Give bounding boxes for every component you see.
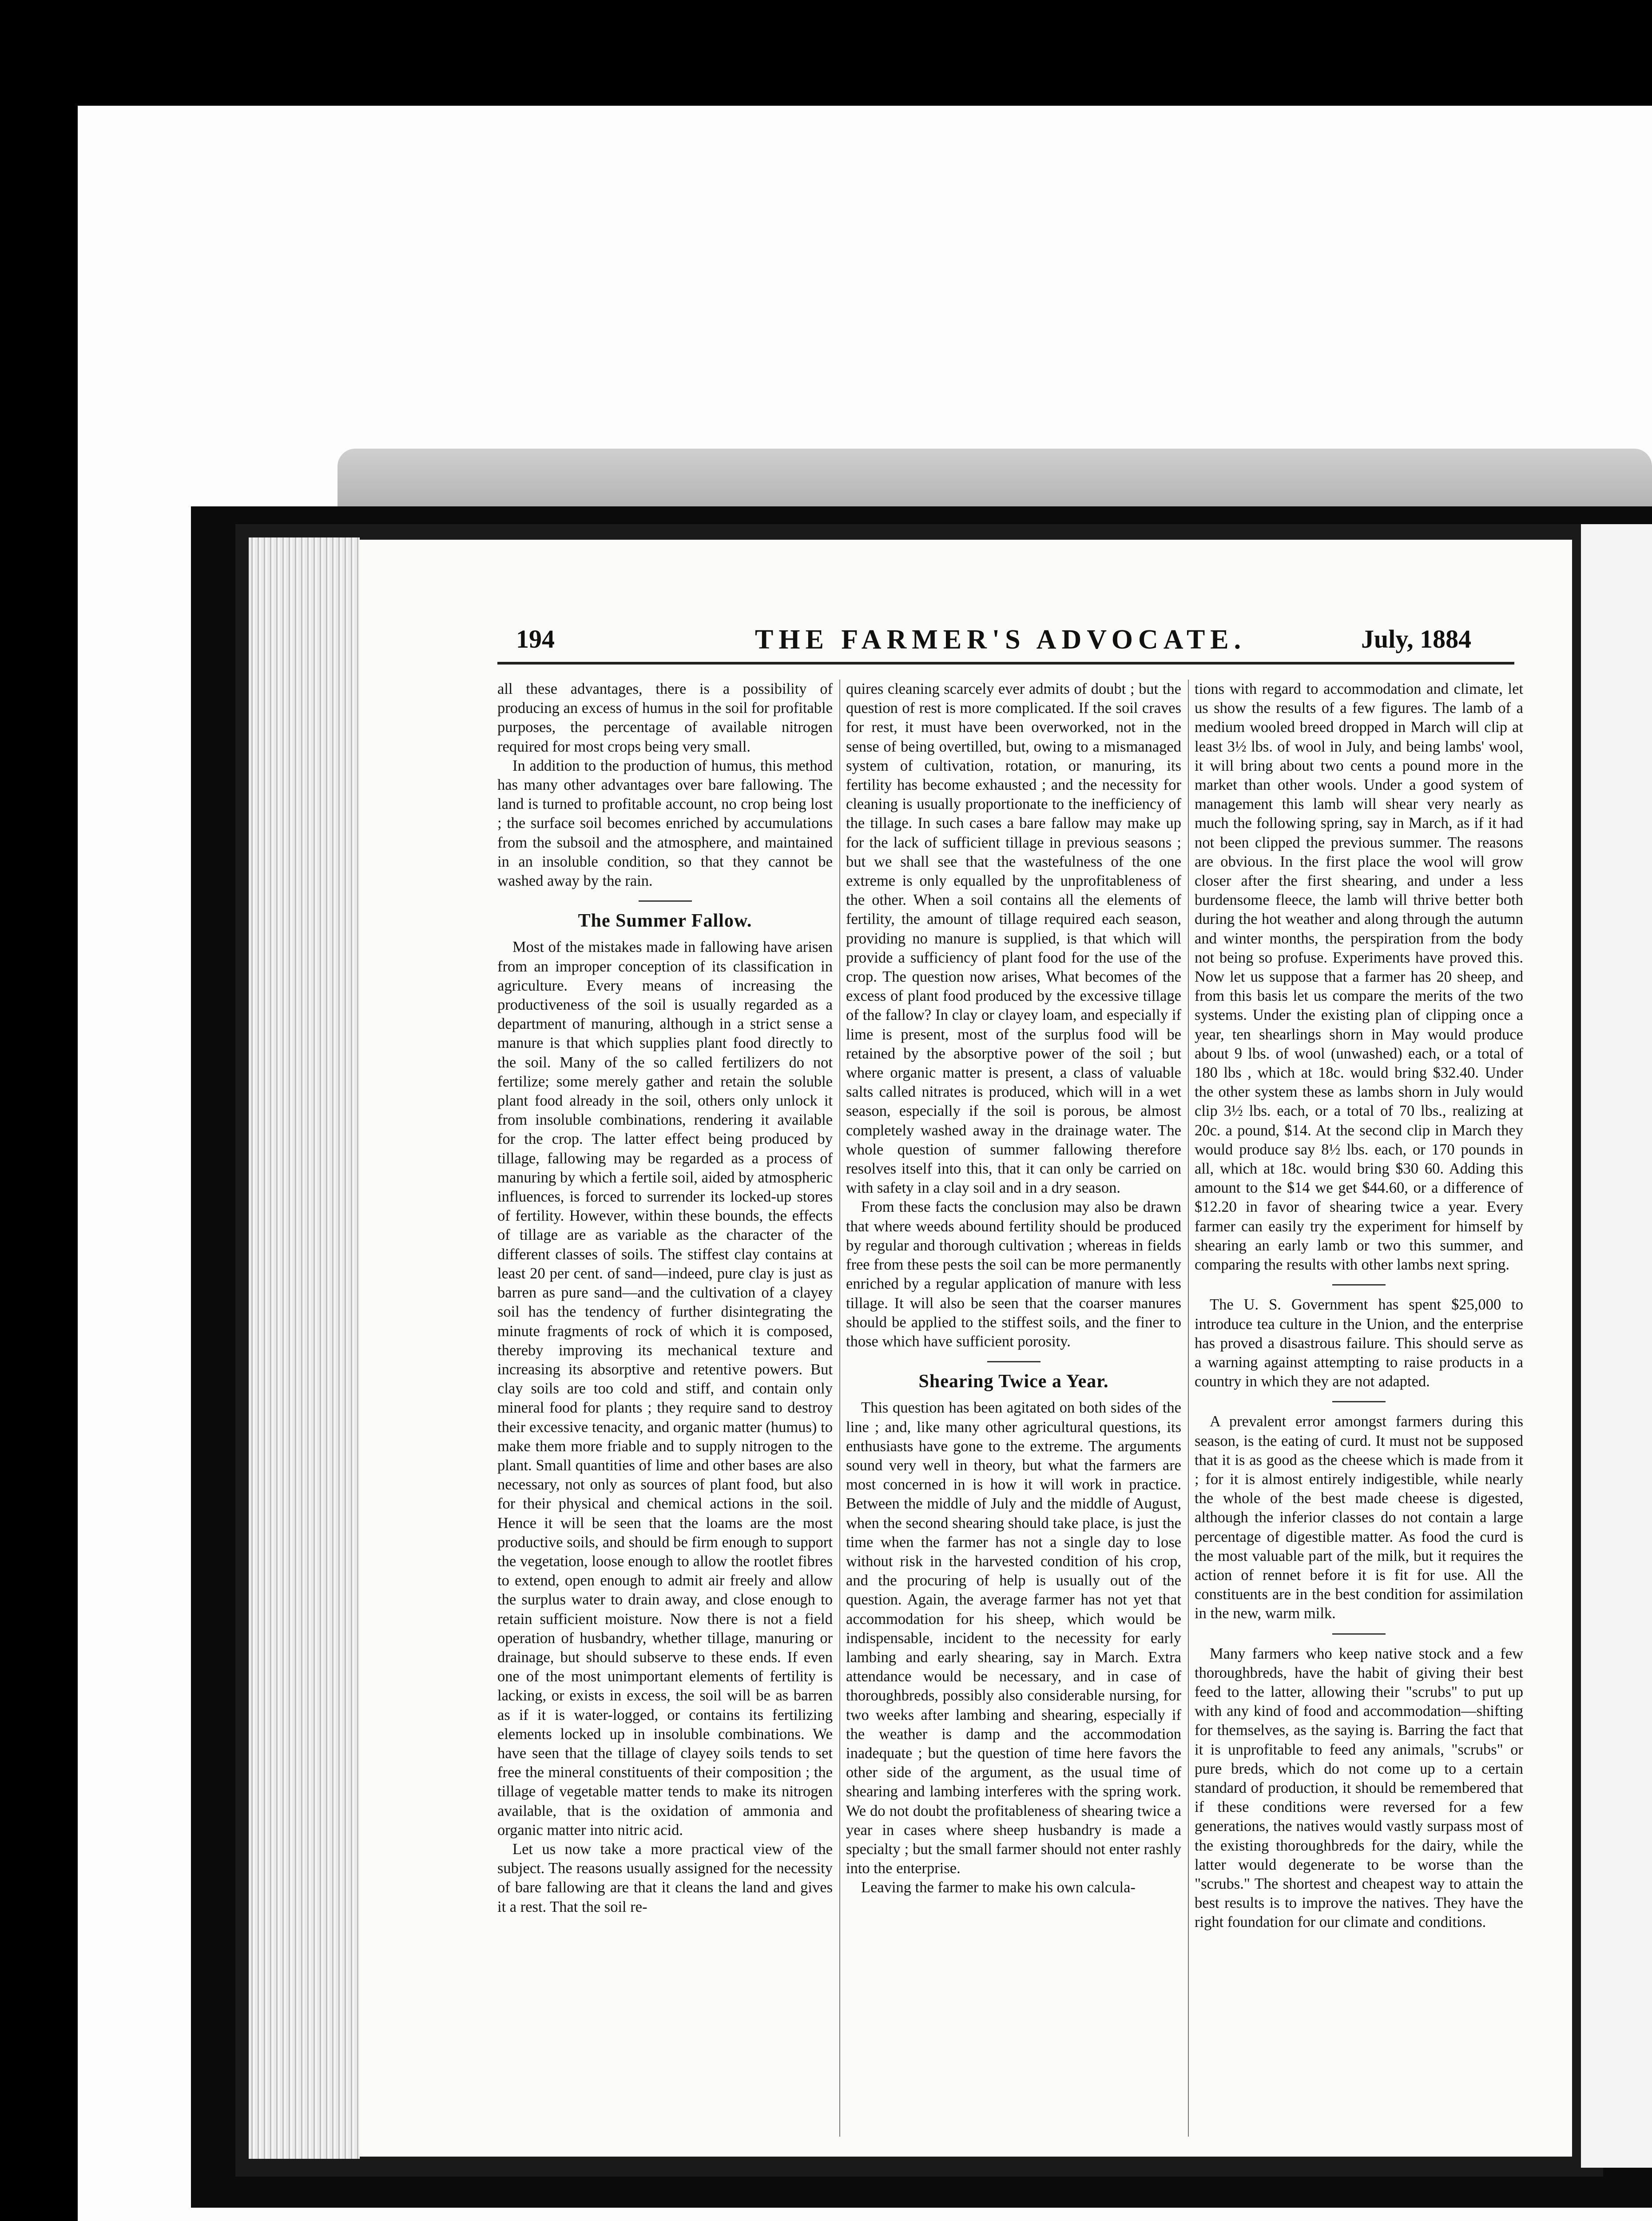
- column-2: [846, 680, 1181, 2145]
- paragraph: all these advantages, there is a possibility of producing an excess of humus in the soil for profitable purposes, the percentage of available nitrogen required for most crops being very small.: [497, 681, 833, 755]
- facing-page-edge: [1581, 524, 1652, 2168]
- column-divider: [1188, 680, 1189, 2137]
- section-separator: [1332, 1633, 1386, 1635]
- article-heading: The Summer Fallow.: [578, 911, 752, 931]
- section-separator: [639, 900, 692, 902]
- page-edges: [249, 537, 360, 2159]
- section-separator: [987, 1361, 1040, 1362]
- paragraph: Most of the mistakes made in fallowing have arisen from an improper conception of its classification in agriculture. Every means of increasing the productiveness of the soil is usually regarded as a department of manuring, although in a strict sense a manure is that which supplies plant food directly to the soil. Many of the so called fertilizers do not fertilize; some merely gather and retain the soluble plant food already in the soil, others only unlock it from insoluble combinations, rendering it available for the crop. The latter effect being produced by tillage, fallowing may be regarded as a process of manuring by which a fertile soil, aided by atmospheric influences, is forced to surrender its locked-up stores of fertility. However, within these bounds, the effects of tillage are as variable as the character of the different classes of soils. The stiffest clay contains at least 20 per cent. of sand—indeed, pure clay is just as barren as pure sand—and the cultivation of a clayey soil has the tendency of further disintegrating the minute fragments of rock of which it is composed, thereby improving its mechanical texture and increasing its absorptive and retentive powers. But clay soils are too cold and stiff, and contain only mineral food for plants ; they require sand to destroy their excessive tenacity, and organic matter (humus) to make them more friable and to supply nitrogen to the plant. Small quantities of lime and other bases are also necessary, not only as sources of plant food, but also for their physical and chemical actions in the soil. Hence it will be seen that the loams are the most productive soils, and should be firm enough to support the vegetation, loose enough to allow the rootlet fibres to extend, open enough to admit air freely and allow the surplus water to drain away, and close enough to retain sufficient moisture. Now there is not a field operation of husbandry, whether tillage, manuring or drainage, but should subserve to these ends. If even one of the most unimportant elements of fertility is lacking, or exists in excess, the soil will be as barren as if it is water-logged, or contains its fertilizing elements locked up in insoluble combinations. We have seen that the tillage of clayey soils tends to set free the mineral constituents of their composition ; the tillage of vegetable matter tends to make its nitrogen available, that is the oxidation of ammonia and organic matter into nitric acid.: [497, 939, 833, 1839]
- column-divider: [839, 680, 840, 2137]
- paragraph: tions with regard to accommodation and climate, let us show the results of a few figures. The lamb of a medium wooled breed dropped in March will clip at least 3½ lbs. of wool in July, and being lambs' wool, it will bring about two cents a pound more in the market than other wools. Under a good system of management this lamb will shear very nearly as much the following spring, say in March, as if it had not been clipped the previous summer. The reasons are obvious. In the first place the wool will grow closer after the first shearing, and under a less burdensome fleece, the lamb will thrive better both during the hot weather and along through the autumn and winter months, the perspiration from the body not being so profuse. Experiments have proved this. Now let us suppose that a farmer has 20 sheep, and from this basis let us compare the merits of the two systems. Under the existing plan of clipping once a year, ten shearlings shorn in May would produce about 9 lbs. of wool (unwashed) each, or a total of 180 lbs , which at 18c. would bring $32.40. Under the other system these as lambs shorn in July would clip 3½ lbs. each, or a total of 70 lbs., realizing at 20c. a pound, $14. At the second clip in March they would produce say 8½ lbs. each, or 170 pounds in all, which at 18c. would bring $30 60. Adding this amount to the $14 we get $44.60, or a difference of $12.20 in favor of shearing twice a year. Every farmer can easily try the experiment for himself by shearing an early lamb or two this summer, and comparing the results with other lambs next spring.: [1195, 681, 1523, 1274]
- article-heading: Shearing Twice a Year.: [918, 1371, 1109, 1392]
- paragraph: This question has been agitated on both sides of the line ; and, like many other agricultural questions, its enthusiasts have gone to the extreme. The arguments sound very well in theory, but what the farmers are most concerned in is how it will work in practice. Between the middle of July and the middle of August, when the second shearing should take place, is just the time when the farmer has not a single day to lose without risk in the harvested condition of his crop, and the procuring of help is usually out of the question. Again, the average farmer has not yet that accommodation for his sheep, which would be indispensable, incident to the necessity for early lambing and early shearing, say in March. Extra attendance would be necessary, and in case of thoroughbreds, possibly also considerable nursing, for two weeks after lambing and shearing, especially if the weather is damp and the accommodation inadequate ; but the question of time here favors the other side of the argument, as the usual time of shearing and lambing interferes with the spring work. We do not doubt the profitableness of shearing twice a year in cases where sheep husbandry is made a specialty ; but the small farmer should not enter rashly into the enterprise.: [846, 1399, 1181, 1877]
- paragraph: The U. S. Government has spent $25,000 to introduce tea culture in the Union, and the enterprise has proved a disastrous failure. This should serve as a warning against attempting to raise products in a country in which they are not adapted.: [1195, 1296, 1523, 1390]
- paragraph: In addition to the production of humus, this method has many other advantages over bare fallowing. The land is turned to profitable account, no crop being lost ; the surface soil becomes enriched by accumulations from the subsoil and the atmosphere, and maintained in an insoluble condition, so that they cannot be washed away by the rain.: [497, 757, 833, 890]
- paragraph: Let us now take a more practical view of the subject. The reasons usually assigned for the necessity of bare fallowing are that it cleans the land and gives it a rest. That the soil re-: [497, 1840, 833, 1915]
- masthead: THE FARMER'S ADVOCATE.: [755, 625, 1247, 655]
- column-3: [1195, 680, 1523, 2145]
- paragraph: From these facts the conclusion may also be drawn that where weeds abound fertility should be produced by regular and thorough cultivation ; whereas in fields free from these pests the soil can be more permanently enriched by a regular application of manure with less tillage. It will also be seen that the coarser manures should be applied to the stiffest soils, and the finer to those which have sufficient porosity.: [846, 1198, 1181, 1350]
- paragraph: A prevalent error amongst farmers during this season, is the eating of curd. It must not be supposed that it is as good as the cheese which is made from it ; for it is almost entirely indigestible, while nearly the whole of the best made cheese is digested, although the inferior classes do not contain a large percentage of digestible matter. As food the curd is the most valuable part of the milk, but it requires the action of rennet before it is fit for use. All the constituents are in the best condition for assimilation in the new, warm milk.: [1195, 1413, 1523, 1622]
- paragraph: Leaving the farmer to make his own calcula-: [861, 1879, 1136, 1896]
- page-number: 194: [516, 625, 555, 653]
- section-separator: [1332, 1401, 1386, 1402]
- paragraph: Many farmers who keep native stock and a few thoroughbreds, have the habit of giving their best feed to the latter, allowing their "scrubs" to put up with any kind of food and accommodation—shifting for themselves, as the saying is. Barring the fact that it is unprofitable to feed any animals, "scrubs" or pure breds, which do not come up to a certain standard of production, it should be remembered that if these conditions were reversed for a few generations, the natives would vastly surpass most of the existing thoroughbreds for the dairy, while the latter would degenerate to be worse than the "scrubs." The shortest and cheapest way to attain the best results is to improve the natives. They have the right foundation for our climate and conditions.: [1195, 1645, 1523, 1931]
- paragraph: quires cleaning scarcely ever admits of doubt ; but the question of rest is more complicated. If the soil craves for rest, it must have been overworked, not in the sense of being overtilled, but, owing to a mismanaged system of cultivation, rotation, or manuring, its fertility has become exhausted ; and the necessity for cleaning is usually proportionate to the inefficiency of the tillage. In such cases a bare fallow may make up for the lack of sufficient tillage in previous seasons ; but we shall see that the wastefulness of the one extreme is only equalled by the unprofitableness of the other. When a soil contains all the elements of fertility, the amount of tillage required each season, providing no manure is supplied, is that which will provide a sufficiency of plant food for the use of the crop. The question now arises, What becomes of the excess of plant food produced by the excessive tillage of the fallow? In clay or clayey loam, and especially if lime is present, most of the surplus food will be retained by the absorptive power of the soil ; but where organic matter is present, a class of valuable salts called nitrates is produced, which will in a wet season, especially if the soil is porous, be almost completely washed away in the drainage water. The whole question of summer fallowing therefore resolves itself into this, that it can only be carried on with safety in a clay soil and in a dry season.: [846, 681, 1181, 1197]
- header-rule: [497, 662, 1514, 665]
- issue-date: July, 1884: [1361, 625, 1472, 653]
- section-separator: [1332, 1284, 1386, 1286]
- column-1: [497, 680, 833, 2145]
